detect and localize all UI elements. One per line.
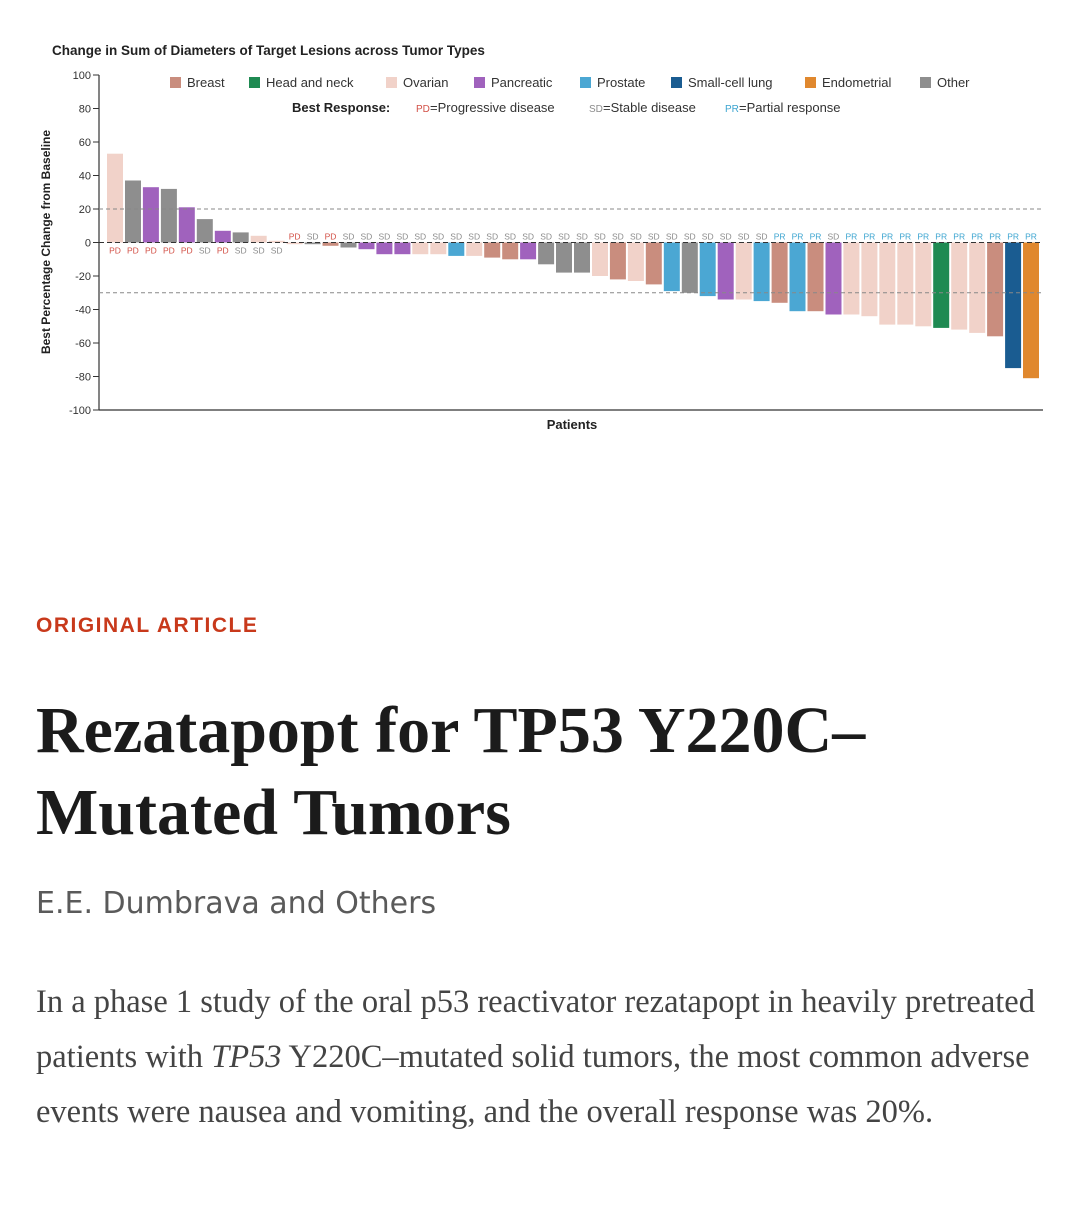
waterfall-bar [826, 243, 842, 315]
response-label: PR [935, 231, 948, 242]
waterfall-bar [233, 232, 249, 242]
waterfall-bar [987, 243, 1003, 337]
y-tick-label: 20 [78, 204, 91, 216]
waterfall-bar [664, 243, 680, 292]
legend-label: Breast [187, 75, 225, 90]
legend-label: Pancreatic [491, 75, 553, 90]
response-label: SD [611, 231, 624, 242]
waterfall-bar [520, 243, 536, 260]
response-label: SD [522, 231, 535, 242]
response-label: SD [576, 231, 588, 242]
response-label: PD [144, 245, 157, 256]
waterfall-bar [933, 243, 949, 328]
response-label: SD [378, 231, 391, 242]
response-legend-code: PD [416, 104, 430, 115]
response-label: SD [234, 245, 247, 256]
response-label: SD [360, 231, 373, 242]
legend-label: Head and neck [266, 75, 354, 90]
response-label: SD [593, 231, 606, 242]
response-label: SD [432, 231, 445, 242]
response-label: PR [773, 231, 786, 242]
waterfall-bar [484, 243, 500, 258]
waterfall-bar [861, 243, 877, 317]
legend-label: Prostate [597, 75, 646, 90]
response-label: SD [540, 231, 553, 242]
response-legend-code: PR [725, 104, 739, 115]
y-tick-label: 40 [78, 170, 91, 183]
summary-gene-name: TP53 [211, 1039, 282, 1075]
response-label: SD [504, 231, 517, 242]
response-label: PD [180, 245, 193, 256]
legend-label: Ovarian [403, 75, 449, 90]
response-label: SD [468, 231, 481, 242]
waterfall-bar [1023, 243, 1039, 379]
response-label: PR [917, 231, 930, 242]
waterfall-bar [430, 243, 446, 255]
response-label: SD [665, 231, 678, 242]
response-label: PR [845, 231, 858, 242]
response-legend-text: =Progressive disease [430, 100, 555, 115]
legend-swatch [249, 77, 260, 88]
response-label: SD [629, 231, 642, 242]
waterfall-bar [197, 219, 213, 242]
y-tick-label: -60 [75, 338, 91, 350]
waterfall-bar [772, 243, 788, 303]
response-legend-text: =Stable disease [603, 100, 696, 115]
response-label: PR [863, 231, 876, 242]
legend-swatch [386, 77, 397, 88]
article-summary [36, 975, 1046, 1140]
response-legend-text: =Partial response [739, 100, 841, 115]
waterfall-bar [412, 243, 428, 255]
waterfall-bar [359, 243, 375, 250]
response-label: PD [288, 231, 301, 242]
response-label: SD [414, 231, 427, 242]
summary-text-1: In a phase 1 study of the oral p53 reactivator rezatapopt in heavily pretreated patients with [36, 984, 1035, 1075]
legend-label: Small-cell lung [688, 75, 773, 90]
waterfall-bar [143, 187, 159, 242]
waterfall-bar [628, 243, 644, 282]
response-label: PR [899, 231, 912, 242]
waterfall-bar [790, 243, 806, 312]
legend-swatch [671, 77, 682, 88]
response-label: PR [989, 231, 1002, 242]
response-label: PR [791, 231, 804, 242]
waterfall-bar [251, 236, 267, 243]
waterfall-chart [0, 0, 1080, 470]
waterfall-bar [502, 243, 518, 260]
y-tick-label: -80 [75, 371, 91, 384]
legend-label: Other [937, 75, 970, 90]
response-label: SD [270, 245, 283, 256]
waterfall-bar [179, 207, 195, 242]
legend-swatch [474, 77, 485, 88]
response-label: PD [109, 245, 121, 256]
response-label: SD [719, 231, 732, 242]
waterfall-bar [161, 189, 177, 243]
legend-swatch [170, 77, 181, 88]
y-tick-label: -20 [75, 271, 91, 283]
legend-swatch [580, 77, 591, 88]
response-label: SD [342, 231, 355, 242]
waterfall-bar [736, 243, 752, 300]
response-label: PD [324, 231, 337, 242]
response-label: SD [683, 231, 696, 242]
response-label: SD [647, 231, 660, 242]
waterfall-bar [125, 181, 141, 243]
chart-title: Change in Sum of Diameters of Target Lesions across Tumor Types [52, 43, 485, 58]
response-label: SD [737, 231, 750, 242]
y-tick-label: -100 [68, 405, 91, 417]
response-label: PD [126, 245, 139, 256]
response-label: PR [809, 231, 822, 242]
waterfall-bar [646, 243, 662, 285]
response-label: SD [198, 245, 211, 256]
y-tick-label: 100 [72, 70, 91, 82]
y-tick-label: -40 [75, 304, 91, 317]
y-tick-label: 0 [84, 237, 91, 250]
response-label: PR [953, 231, 966, 242]
legend-swatch [920, 77, 931, 88]
response-label: PR [881, 231, 894, 242]
response-label: SD [755, 231, 768, 242]
response-label: SD [701, 231, 714, 242]
response-label: PR [1007, 231, 1020, 242]
waterfall-bar [843, 243, 859, 315]
x-axis-label: Patients [546, 417, 598, 432]
waterfall-bar [107, 154, 123, 243]
waterfall-bar [341, 243, 357, 248]
article-title-line-1: Rezatapopt for TP53 Y220C– [36, 694, 866, 767]
waterfall-bar [969, 243, 985, 333]
legend-label: Endometrial [822, 75, 892, 90]
summary-text-2: Y220C–mutated solid tumors, the most common adverse events were nausea and vomiting, and the overall response was 20%. [36, 1039, 1030, 1130]
response-label: SD [827, 231, 840, 242]
y-tick-label: 80 [78, 103, 91, 116]
response-label: SD [558, 231, 570, 242]
waterfall-bar [879, 243, 895, 325]
response-legend-title: Best Response: [292, 100, 391, 115]
waterfall-bar [718, 243, 734, 300]
waterfall-bar [538, 243, 554, 265]
y-tick-label: 60 [78, 137, 91, 149]
article-kicker: ORIGINAL ARTICLE [36, 614, 259, 637]
article-title[interactable] [36, 690, 1036, 854]
response-label: SD [306, 231, 319, 242]
waterfall-bar [1005, 243, 1021, 369]
waterfall-bar [610, 243, 626, 280]
waterfall-bar [376, 243, 392, 255]
waterfall-bar [592, 243, 608, 277]
waterfall-bar [466, 243, 482, 256]
response-label: PD [216, 245, 229, 256]
waterfall-bar [556, 243, 572, 273]
response-label: SD [396, 231, 409, 242]
response-label: PR [1025, 231, 1037, 242]
y-axis-label: Best Percentage Change from Baseline [39, 129, 53, 355]
article-authors: E.E. Dumbrava and Others [36, 886, 437, 921]
waterfall-bar [808, 243, 824, 312]
response-label: SD [486, 231, 499, 242]
waterfall-bar [951, 243, 967, 330]
waterfall-bar [700, 243, 716, 297]
waterfall-bar [574, 243, 590, 273]
waterfall-bar [448, 243, 464, 256]
response-label: PD [162, 245, 175, 256]
waterfall-bar [915, 243, 931, 327]
waterfall-bar [682, 243, 698, 293]
waterfall-bar [215, 231, 231, 243]
waterfall-bar [394, 243, 410, 255]
response-label: SD [252, 245, 265, 256]
waterfall-chart-figure [0, 0, 1080, 470]
response-label: SD [450, 231, 463, 242]
article-title-line-2: Mutated Tumors [36, 776, 511, 849]
legend-swatch [805, 77, 816, 88]
response-label: PR [971, 231, 984, 242]
waterfall-bar [897, 243, 913, 325]
response-legend-code: SD [589, 104, 603, 115]
